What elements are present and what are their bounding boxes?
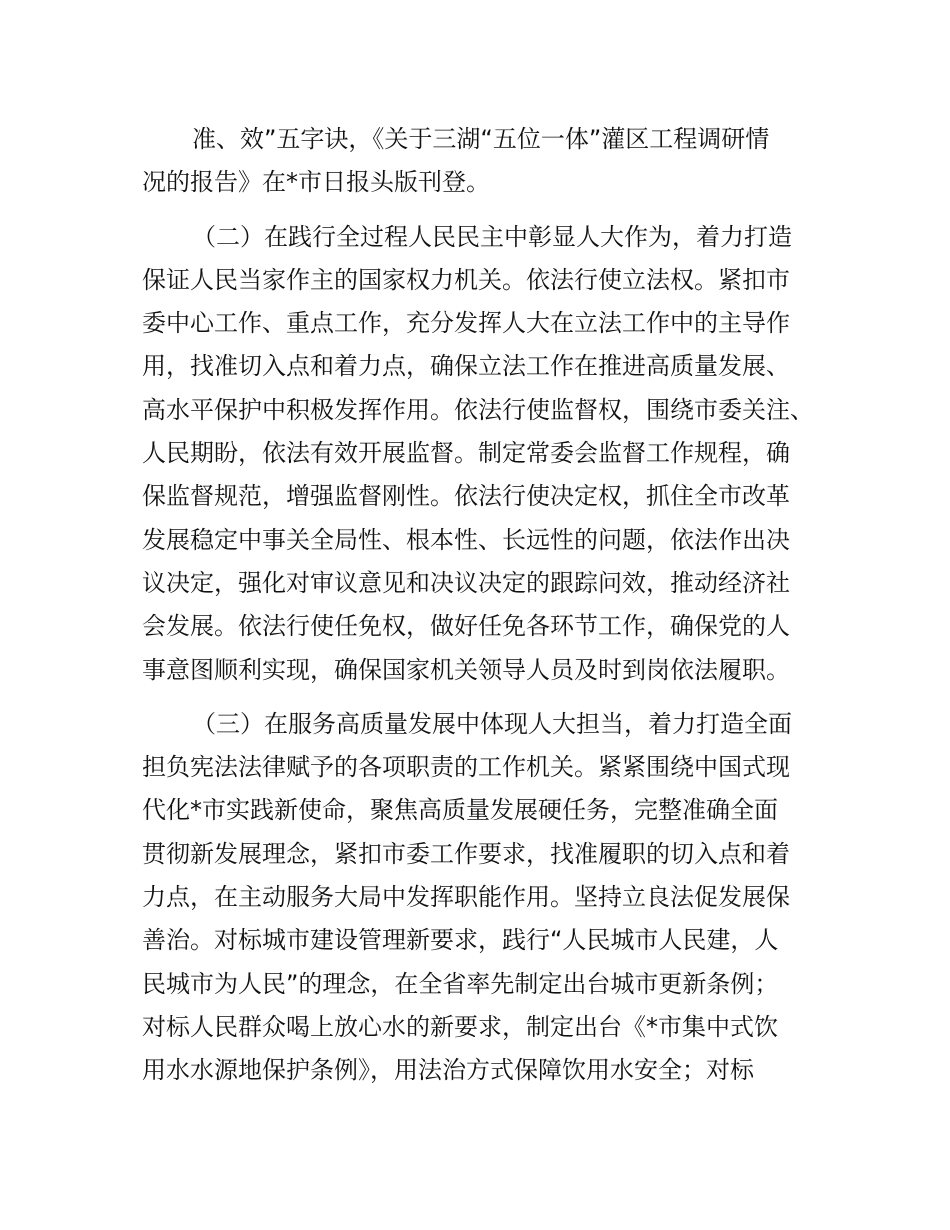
text-line: 用水水源地保护条例》，用法治方式保障饮用水安全；对标 bbox=[142, 1056, 754, 1085]
text-line: （三）在服务高质量发展中体现人大担当，着力打造全面 bbox=[192, 709, 792, 738]
text-line: 对标人民群众喝上放心水的新要求，制定出台《*市集中式饮 bbox=[142, 1012, 778, 1041]
text-line: 保证人民当家作主的国家权力机关。依法行使立法权。紧扣市 bbox=[142, 265, 790, 294]
text-line: 准、效”五字诀，《关于三湖“五位一体”灌区工程调研情 bbox=[192, 125, 770, 153]
text-line: 人民期盼，依法有效开展监督。制定常委会监督工作规程，确 bbox=[142, 439, 790, 468]
text-line: 代化*市实践新使命，聚焦高质量发展硬任务，完整准确全面 bbox=[142, 796, 778, 825]
text-line: 担负宪法法律赋予的各项职责的工作机关。紧紧围绕中国式现 bbox=[142, 753, 790, 782]
text-line: 高水平保护中积极发挥作用。依法行使监督权，围绕市委关注、 bbox=[142, 395, 814, 424]
text-line: 发展稳定中事关全局性、根本性、长远性的问题，依法作出决 bbox=[142, 525, 790, 554]
text-line: 保监督规范，增强监督刚性。依法行使决定权，抓住全市改革 bbox=[142, 482, 790, 511]
text-line: 议决定，强化对审议意见和决议决定的跟踪问效，推动经济社 bbox=[142, 568, 790, 597]
paragraph-2 bbox=[142, 216, 822, 692]
text-line: 事意图顺利实现，确保国家机关领导人员及时到岗依法履职。 bbox=[142, 655, 790, 684]
text-line: 用，找准切入点和着力点，确保立法工作在推进高质量发展、 bbox=[142, 352, 790, 381]
text-line: 委中心工作、重点工作，充分发挥人大在立法工作中的主导作 bbox=[142, 309, 790, 338]
text-line: 民城市为人民”的理念，在全省率先制定出台城市更新条例； bbox=[142, 969, 779, 998]
text-line: 会发展。依法行使任免权，做好任免各环节工作，确保党的人 bbox=[142, 612, 790, 641]
text-line: 况的报告》在*市日报头版刊登。 bbox=[142, 168, 490, 197]
text-line: 力点，在主动服务大局中发挥职能作用。坚持立良法促发展保 bbox=[142, 883, 790, 912]
document-body bbox=[142, 118, 822, 1104]
paragraph-1 bbox=[142, 118, 822, 205]
text-line: （二）在践行全过程人民民主中彰显人大作为，着力打造 bbox=[192, 222, 792, 251]
text-line: 善治。对标城市建设管理新要求，践行“人民城市人民建，人 bbox=[142, 926, 779, 955]
paragraph-3 bbox=[142, 703, 822, 1093]
text-line: 贯彻新发展理念，紧扣市委工作要求，找准履职的切入点和着 bbox=[142, 839, 790, 868]
